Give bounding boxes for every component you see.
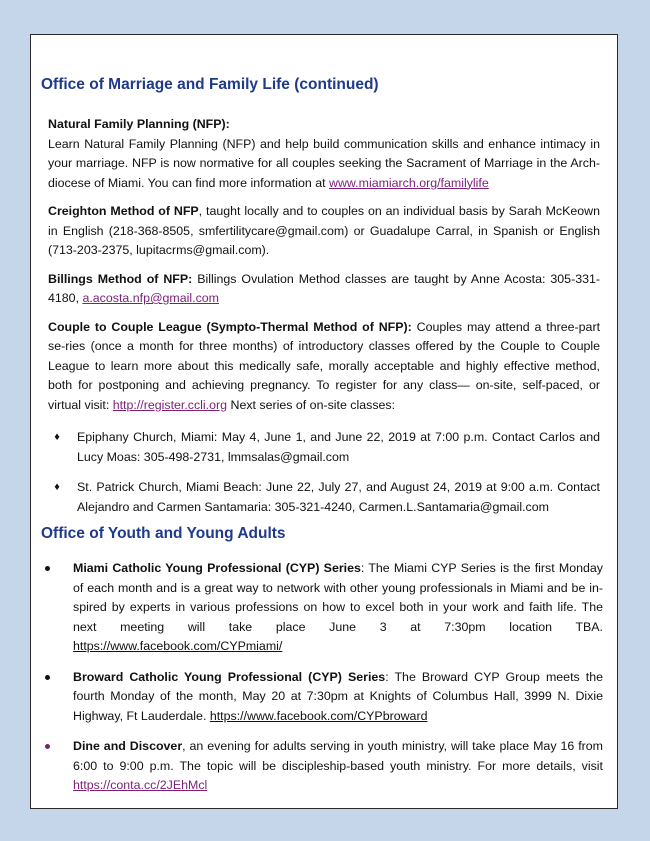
section-title-marriage-family: Office of Marriage and Family Life (continued) <box>41 76 379 93</box>
miami-cyp-heading: Miami Catholic Young Professional (CYP) Series <box>73 561 361 575</box>
list-item <box>48 478 600 517</box>
creighton-text: , taught locally and to couples on an individual basis by Sarah McKeown in English (218-368-8505, smfertilitycare@gmail.com) or Guadalupe Carral, in Spanish or English (713-203-2375, lupitacrms@gmail.com). <box>48 204 600 257</box>
ccl-heading: Couple to Couple League (Sympto-Thermal Method of NFP): <box>48 319 412 334</box>
ccl-text: Couples may attend a three-part se-ries (once a month for three months) of introductory classes offered by the Couple to Couple League to learn more about this medically safe, morally acceptable and highly effective method, both for postponing and achieving pregnancy. To register for any class— on-site, self-paced, or virtual visit: <box>48 319 601 412</box>
ccl-register-link[interactable]: http://register.ccli.org <box>112 397 228 412</box>
nfp-paragraph <box>48 115 600 193</box>
ccl-after-text: Next series of on-site classes: <box>227 397 396 412</box>
creighton-paragraph <box>48 202 600 261</box>
youth-list <box>41 559 603 796</box>
bullet-dot-icon <box>45 566 50 571</box>
page-frame <box>20 20 630 821</box>
bullet-dot-icon <box>45 744 50 749</box>
nfp-text: Learn Natural Family Planning (NFP) and help build communication skills and enhance intimacy in your marriage. NFP is now normative for all couples seeking the Sacrament of Marriage in the Arch-diocese of Miami. You can find more information at <box>48 136 600 190</box>
class-epiphany: Epiphany Church, Miami: May 4, June 1, and June 22, 2019 at 7:00 p.m. Contact Carlos and Lucy Moas: 305-498-2731, lmmsalas@gmail.com <box>77 430 600 464</box>
diamond-bullet-icon: ♦ <box>54 431 60 443</box>
ccl-paragraph <box>48 318 600 416</box>
family-life-link[interactable]: www.miamiarch.org/familylife <box>329 175 489 190</box>
content-box <box>30 34 618 809</box>
miami-cyp-link[interactable]: https://www.facebook.com/CYPmiami/ <box>73 639 283 653</box>
section-marriage-family <box>48 115 600 528</box>
nfp-heading: Natural Family Planning (NFP): <box>48 117 230 131</box>
miami-cyp-text: : The Miami CYP Series is the first Monday of each month and is a great way to network with other young professionals in Miami and be in-spired by experts in various professions on how to excel both in your work and faith life. The next meeting will take place June 3 at 7:30pm location TBA. <box>73 561 603 634</box>
list-item <box>41 737 603 796</box>
diamond-bullet-icon: ♦ <box>54 481 60 493</box>
list-item <box>41 559 603 657</box>
list-item <box>48 428 600 467</box>
list-item <box>41 668 603 727</box>
billings-paragraph <box>48 270 600 309</box>
bullet-dot-icon <box>45 675 50 680</box>
billings-heading: Billings Method of NFP: <box>48 271 193 286</box>
broward-cyp-heading: Broward Catholic Young Professional (CYP) Series <box>73 669 386 684</box>
billings-text: Billings Ovulation Method classes are taught by Anne Acosta: 305-331-4180, <box>48 271 600 305</box>
billings-email-link[interactable]: a.acosta.nfp@gmail.com <box>82 291 219 305</box>
dine-discover-text: , an evening for adults serving in youth ministry, will take place May 16 from 6:00 to 9:00 p.m. The topic will be discipleship-based youth ministry. For more details, visit <box>73 739 603 773</box>
section-youth <box>41 559 603 807</box>
dine-discover-link[interactable]: https://conta.cc/2JEhMcl <box>73 778 208 792</box>
ccl-class-list <box>48 428 600 517</box>
broward-cyp-text: : The Broward CYP Group meets the fourth Monday of the month, May 20 at 7:30pm at Knights of Columbus Hall, 3999 N. Dixie Highway, Ft Lauderdale. <box>73 669 603 723</box>
broward-cyp-link[interactable]: https://www.facebook.com/CYPbroward <box>209 708 428 723</box>
class-st-patrick: St. Patrick Church, Miami Beach: June 22, July 27, and August 24, 2019 at 9:00 a.m. Contact Alejandro and Carmen Santamaria: 305-321-4240, Carmen.L.Santamaria@gmail.com <box>77 480 600 514</box>
creighton-heading: Creighton Method of NFP <box>48 204 199 218</box>
dine-discover-heading: Dine and Discover <box>73 739 183 753</box>
section-title-youth: Office of Youth and Young Adults <box>41 525 286 542</box>
